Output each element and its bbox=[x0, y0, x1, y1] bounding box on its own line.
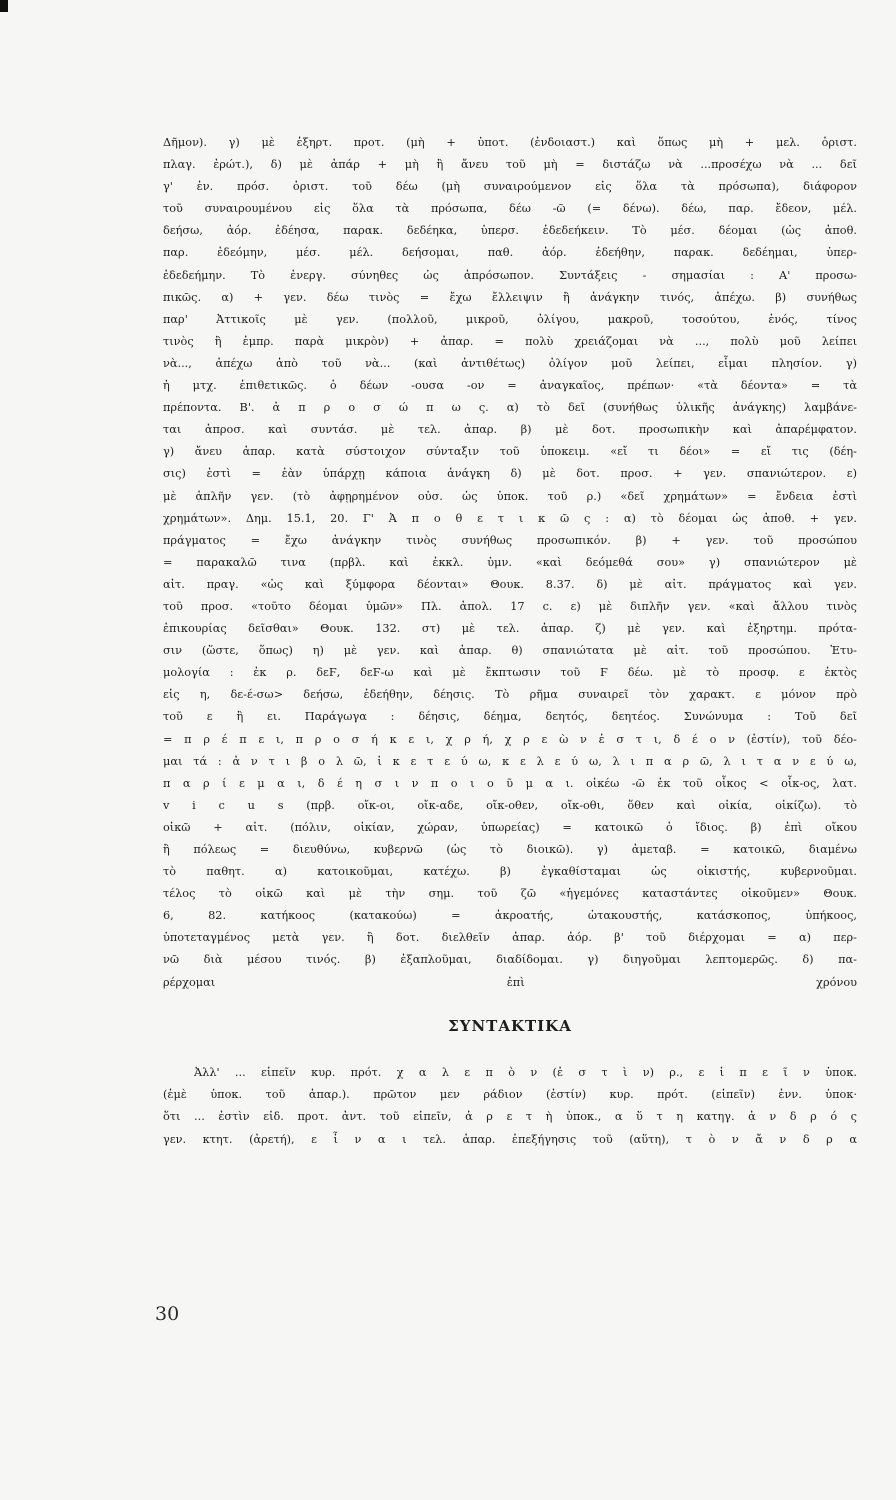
text-line: πικῶς. α) + γεν. δέω τινὸς = ἔχω ἔλλειψιν ἢ ἀνάγκην τινός, ἀπέχω. β) συνήθως bbox=[163, 290, 857, 304]
text-line: = παρακαλῶ τινα (πρβλ. καὶ ἐκκλ. ὑμν. «καὶ δεόμεθά σου» γ) σπανιώτερον μὲ bbox=[163, 555, 857, 569]
text-line: v i c u s (πρβ. οἴκ-οι, οἴκ-αδε, οἴκ-οθεν, οἴκ-οθι, ὅθεν καὶ οἰκία, οἰκίζω). τὸ bbox=[163, 798, 857, 812]
text-line: τινὸς ἢ ἐμπρ. παρὰ μικρὸν) + ἀπαρ. = πολὺ χρειάζομαι νὰ ..., πολὺ μοῦ λείπει bbox=[163, 334, 857, 348]
text-line: νῶ διὰ μέσου τινός. β) ἐξαπλοῦμαι, διαδίδομαι. γ) διηγοῦμαι λεπτομερῶς. δ) πα- bbox=[163, 953, 857, 967]
text-line: τοῦ προσ. «τοῦτο δέομαι ὑμῶν» Πλ. ἀπολ. 17 c. ε) μὲ διπλῆν γεν. «καὶ ἄλλου τινὸς bbox=[163, 599, 857, 613]
text-line: (ἐμὲ ὑποκ. τοῦ ἀπαρ.). πρῶτον μεν ράδιον (ἐστίν) κυρ. πρότ. (εἰπεῖν) ἐνν. ὑποκ· bbox=[163, 1087, 857, 1101]
text-line: εἰς η, δε-έ-σω> δεήσω, ἐδεήθην, δέησις. Τὸ ρῆμα συναιρεῖ τὸν χαρακτ. ε μόνον πρὸ bbox=[163, 688, 857, 702]
text-line: πρέποντα. Β'. ἀ π ρ ο σ ώ π ω ς. α) τὸ δεῖ (συνήθως ὑλικῆς ἀνάγκης) λαμβάνε- bbox=[163, 401, 857, 415]
text-line: π α ρ ί ε μ α ι, δ έ η σ ι ν π ο ι ο ῦ μ α ι. οἰκέω -ῶ ἐκ τοῦ οἶκος < οἶκ-ος, λατ. bbox=[163, 776, 857, 790]
text-line: γ' ἑν. πρόσ. ὁριστ. τοῦ δέω (μὴ συναιρούμενον εἰς ὅλα τὰ πρόσωπα), διάφορον bbox=[163, 180, 857, 194]
text-line: ρέρχομαι ἐπὶ χρόνου bbox=[163, 975, 857, 989]
text-line: παρ. ἐδεόμην, μέσ. μέλ. δεήσομαι, παθ. ἀόρ. ἐδεήθην, παρακ. δεδέημαι, ὑπερ- bbox=[163, 246, 857, 260]
page-body bbox=[163, 132, 857, 1151]
text-line: ἢ πόλεως = διευθύνω, κυβερνῶ (ὡς τὸ διοικῶ). γ) ἀμεταβ. = κατοικῶ, διαμένω bbox=[163, 843, 857, 856]
text-line: ἐδεδεήμην. Τὸ ἐνεργ. σύνηθες ὡς ἀπρόσωπον. Συντάξεις - σημασίαι : Α' προσω- bbox=[163, 268, 857, 282]
text-line: τὸ παθητ. α) κατοικοῦμαι, κατέχω. β) ἐγκαθίσταμαι ὡς οἰκιστής, κυβερνοῦμαι. bbox=[163, 865, 857, 879]
text-line: σις) ἐστὶ = ἐὰν ὑπάρχῃ κάποια ἀνάγκη δ) μὲ δοτ. προσ. + γεν. σπανιώτερον. ε) bbox=[163, 467, 857, 481]
text-line: ὑποτεταγμένος μετὰ γεν. ἢ δοτ. διελθεῖν ἀπαρ. ἀόρ. β' τοῦ διέρχομαι = α) περ- bbox=[163, 931, 857, 945]
text-line: ται ἀπροσ. καὶ συντάσ. μὲ τελ. ἀπαρ. β) μὲ δοτ. προσωπικὴν καὶ ἀπαρέμφατον. bbox=[163, 423, 857, 437]
text-line: τοῦ συναιρουμένου εἰς ὅλα τὰ πρόσωπα, δέω -ῶ (= δένω). δέω, παρ. ἔδεον, μέλ. bbox=[163, 202, 857, 216]
text-line: χρημάτων». Δημ. 15.1, 20. Γ' Ἀ π ο θ ε τ ι κ ῶ ς : α) τὸ δέομαι ὡς ἀποθ. + γεν. bbox=[163, 511, 857, 525]
text-line: πλαγ. ἐρώτ.), δ) μὲ ἀπάρ + μὴ ἢ ἄνευ τοῦ μὴ = διστάζω νὰ ...προσέχω νὰ ... δεῖ bbox=[163, 158, 857, 172]
text-line: ὅτι ... ἐστὶν εἰδ. προτ. ἀντ. τοῦ εἰπεῖν, ἀ ρ ε τ ὴ ὑποκ., α ὕ τ η κατηγ. ἀ ν δ ρ ό ς bbox=[163, 1110, 857, 1124]
text-line: παρ' Ἀττικοῖς μὲ γεν. (πολλοῦ, μικροῦ, ὀλίγου, μακροῦ, τοσούτου, ἑνός, τίνος bbox=[163, 312, 857, 326]
text-line: γεν. κτητ. (ἀρετή), ε ἶ ν α ι τελ. ἀπαρ. ἐπεξήγησις τοῦ (αὕτη), τ ὸ ν ἄ ν δ ρ α bbox=[163, 1132, 857, 1146]
text-line: μὲ ἁπλῆν γεν. (τὸ ἀφῃρημένον οὐσ. ὡς ὑποκ. τοῦ ρ.) «δεῖ χρημάτων» = ἔνδεια ἐστὶ bbox=[163, 489, 857, 503]
text-line: τέλος τὸ οἰκῶ καὶ μὲ τὴν σημ. τοῦ ζῶ «ἡγεμόνες καταστάντες οἰκοῦμεν» Θουκ. bbox=[163, 887, 857, 901]
text-line: αἰτ. πραγ. «ὡς καὶ ξύμφορα δέονται» Θουκ. 8.37. δ) μὲ αἰτ. πράγματος καὶ γεν. bbox=[163, 577, 857, 591]
main-paragraph bbox=[163, 132, 857, 994]
text-line: τοῦ ε ἢ ει. Παράγωγα : δέησις, δέημα, δεητός, δεητέος. Συνώνυμα : Τοῦ δεῖ bbox=[163, 710, 857, 724]
text-line: οἰκῶ + αἰτ. (πόλιν, οἰκίαν, χώραν, ὑπωρείας) = κατοικῶ ὁ ἴδιος. β) ἐπὶ οἴκου bbox=[163, 820, 857, 834]
text-line: γ) ἄνευ ἀπαρ. κατὰ σύστοιχον σύνταξιν τοῦ ὑποκειμ. «εἴ τι δέοι» = εἴ τις (δέη- bbox=[163, 445, 857, 459]
text-line: ἐπικουρίας δεῖσθαι» Θουκ. 132. στ) μὲ τελ. ἀπαρ. ζ) μὲ γεν. καὶ ἐξηρτημ. πρότα- bbox=[163, 622, 857, 636]
text-line: πράγματος = ἔχω ἀνάγκην τινὸς συνήθως προσωπικόν. β) + γεν. τοῦ προσώπου bbox=[163, 533, 857, 547]
text-line: Ἀλλ' ... εἰπεῖν κυρ. πρότ. χ α λ ε π ὸ ν (ἐ σ τ ὶ ν) ρ., ε ἰ π ε ῖ ν ὑποκ. bbox=[194, 1065, 857, 1079]
text-line: νὰ..., ἀπέχω ἀπὸ τοῦ νὰ... (καὶ ἀντιθέτως) ὀλίγον μοῦ λείπει, εἶμαι πλησίον. γ) bbox=[163, 356, 857, 370]
text-line: μαι τά : ἀ ν τ ι β ο λ ῶ, ἱ κ ε τ ε ύ ω, κ ε λ ε ύ ω, λ ι π α ρ ῶ, λ ι τ α ν ε ύ ω, bbox=[163, 754, 857, 768]
page-number: 30 bbox=[155, 1303, 180, 1325]
text-line: ἡ μτχ. ἐπιθετικῶς. ὁ δέων -ουσα -ον = ἀναγκαῖος, πρέπων· «τὰ δέοντα» = τὰ bbox=[163, 379, 857, 393]
text-line: σιν (ὥστε, ὅπως) η) μὲ γεν. καὶ ἀπαρ. θ) σπανιώτατα μὲ αἰτ. τοῦ προσώπου. Ἐτυ- bbox=[163, 644, 857, 658]
section-heading: ΣΥΝΤΑΚΤΙΚΑ bbox=[448, 1016, 572, 1035]
text-line: 6, 82. κατήκοος (κατακούω) = ἀκροατής, ὠτακουστής, κατάσκοπος, ὑπήκοος, bbox=[163, 909, 857, 923]
scan-corner-mark bbox=[0, 0, 8, 12]
syntax-paragraph bbox=[163, 1062, 857, 1151]
text-line: = π ρ έ π ε ι, π ρ ο σ ή κ ε ι, χ ρ ή, χ ρ ε ὼ ν ἐ σ τ ι, δ έ ο ν (ἐστίν), τοῦ δέο- bbox=[163, 732, 857, 746]
text-line: Δῆμον). γ) μὲ ἐξηρτ. προτ. (μὴ + ὑποτ. (ἐνδοιαστ.) καὶ ὅπως μὴ + μελ. ὁριστ. bbox=[163, 136, 857, 149]
text-line: μολογία : ἐκ ρ. δεϜ, δεϜ-ω καὶ μὲ ἔκπτωσιν τοῦ Ϝ δέω. μὲ τὸ προσφ. ε ἐκτὸς bbox=[163, 666, 857, 680]
text-line: δεήσω, ἀόρ. ἐδέησα, παρακ. δεδέηκα, ὑπερσ. ἐδεδεήκειν. Τὸ μέσ. δέομαι (ὡς ἀποθ. bbox=[163, 224, 857, 238]
